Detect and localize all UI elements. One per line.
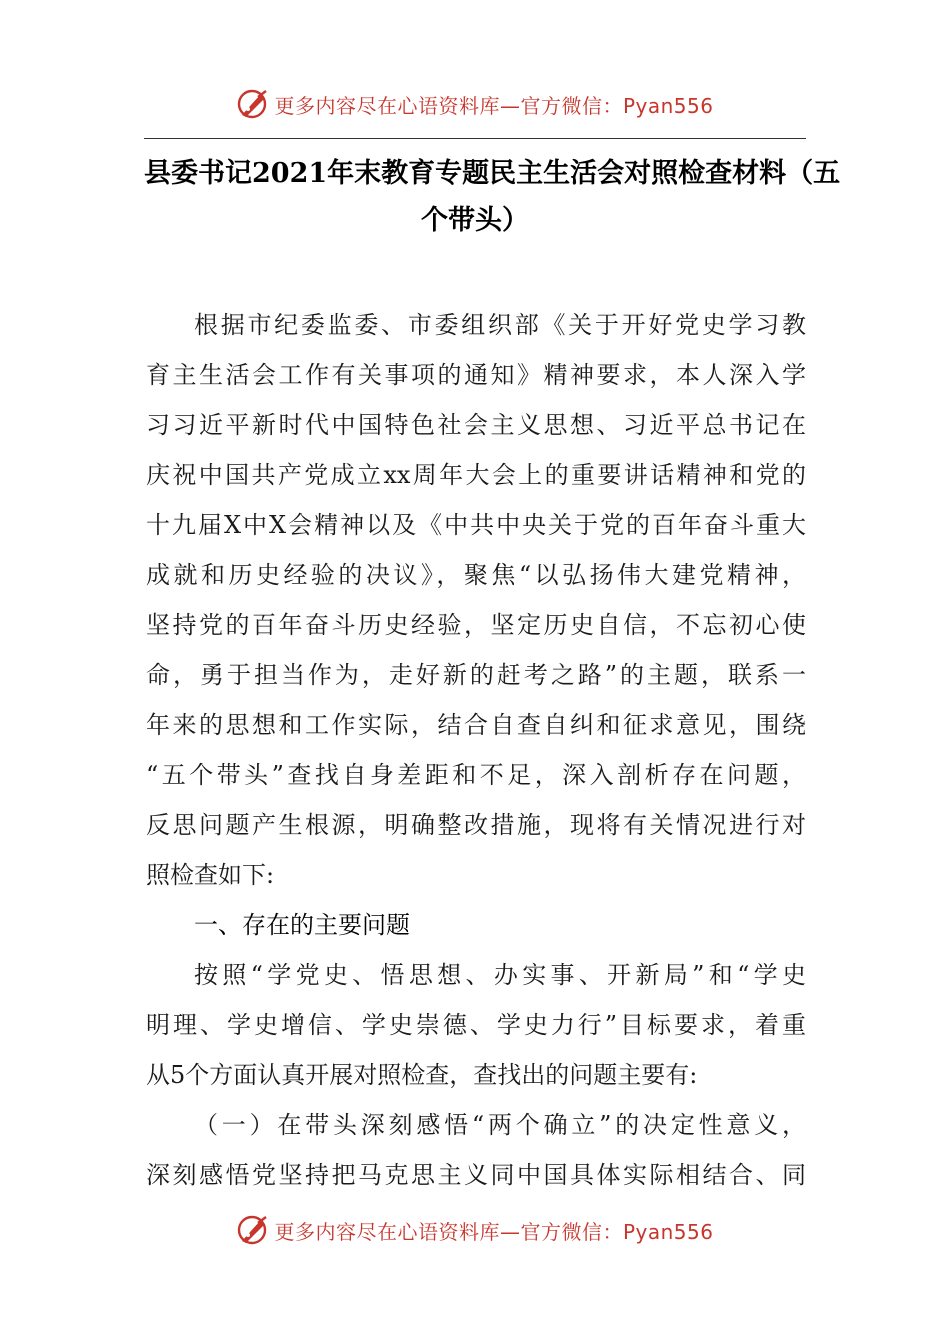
paragraph-line: 成就和历史经验的决议》，聚焦“以弘扬伟大建党精神， (146, 561, 806, 589)
paragraph-line: （一）在带头深刻感悟“两个确立”的决定性意义， (194, 1111, 806, 1139)
paragraph-line: “五个带头”查找自身差距和不足，深入剖析存在问题， (146, 761, 806, 789)
paragraph-line: 庆祝中国共产党成立xx周年大会上的重要讲话精神和党的 (146, 461, 806, 489)
paragraph-line: 根据市纪委监委、市委组织部《关于开好党史学习教 (194, 311, 806, 339)
paragraph-line: 明理、学史增信、学史崇德、学史力行”目标要求，着重 (146, 1011, 806, 1039)
paragraph-line: 照检查如下: (146, 861, 275, 889)
header-watermark (0, 86, 950, 122)
pen-logo-icon (236, 87, 270, 121)
paragraph-line: 育主生活会工作有关事项的通知》精神要求，本人深入学 (146, 361, 806, 389)
paragraph-line: 年来的思想和工作实际，结合自查自纠和征求意见，围绕 (146, 711, 806, 739)
section-heading: 一、存在的主要问题 (194, 911, 410, 939)
document-body (146, 300, 806, 1200)
footer-watermark (0, 1212, 950, 1248)
header-divider (144, 138, 806, 139)
paragraph-line: 坚持党的百年奋斗历史经验，坚定历史自信，不忘初心使 (146, 611, 806, 639)
paragraph-line: 反思问题产生根源，明确整改措施，现将有关情况进行对 (146, 811, 806, 839)
paragraph-line: 十九届X中X会精神以及《中共中央关于党的百年奋斗重大 (146, 511, 806, 539)
paragraph-line: 习习近平新时代中国特色社会主义思想、习近平总书记在 (146, 411, 806, 439)
paragraph-line: 按照“学党史、悟思想、办实事、开新局”和“学史 (194, 961, 806, 989)
pen-logo-icon (236, 1213, 270, 1247)
title-line-2: 个带头） (421, 205, 529, 236)
watermark-text: 更多内容尽在心语资料库—官方微信：Pyan556 (274, 1219, 714, 1244)
paragraph-line: 从5个方面认真开展对照检查，查找出的问题主要有: (146, 1061, 698, 1089)
title-line-1: 县委书记2021年末教育专题民主生活会对照检查材料（五 (144, 158, 841, 189)
paragraph-line: 命，勇于担当作为，走好新的赶考之路”的主题，联系一 (146, 661, 806, 689)
paragraph-line: 深刻感悟党坚持把马克思主义同中国具体实际相结合、同 (146, 1161, 806, 1189)
watermark-text: 更多内容尽在心语资料库—官方微信：Pyan556 (274, 93, 714, 118)
document-title (144, 150, 841, 244)
